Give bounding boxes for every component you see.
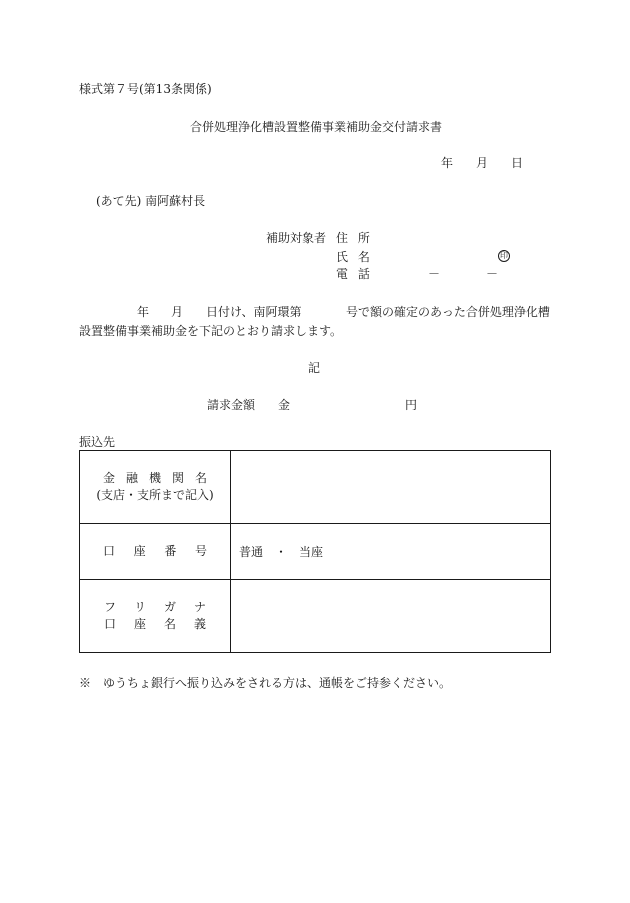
name-label: 氏 名: [336, 250, 370, 264]
label-char: 関: [171, 471, 184, 485]
label-char: 号: [194, 544, 207, 558]
table-row: [80, 580, 551, 653]
label-char: 名: [163, 617, 176, 631]
label-char: 名: [194, 471, 207, 485]
ki-heading: 記: [308, 361, 321, 375]
date-year: 年: [441, 156, 454, 170]
label-char: 口: [103, 544, 116, 558]
label-char: 機: [148, 471, 161, 485]
bank-table: [79, 450, 551, 653]
bank-name-title: [103, 470, 207, 487]
label-char: 融: [125, 471, 138, 485]
label-char: 座: [133, 617, 146, 631]
account-holder-title: [104, 616, 206, 633]
account-number-title: [103, 543, 207, 560]
label-char: ナ: [193, 600, 206, 614]
label-char: フ: [104, 600, 117, 614]
label-char: リ: [133, 600, 146, 614]
account-number-label: [80, 524, 231, 580]
applicant-label: 補助対象者: [266, 231, 327, 245]
body-day-text: 日付け、南阿環第: [206, 305, 302, 319]
phone-label: 電 話: [336, 267, 370, 281]
form-number: 様式第７号(第13条関係): [79, 82, 212, 96]
amount-label: 請求金額: [207, 398, 256, 412]
date-day: 日: [511, 156, 524, 170]
table-row: [80, 524, 551, 580]
label-char: 番: [164, 544, 177, 558]
body-year: 年: [137, 305, 150, 319]
bank-name-field[interactable]: [231, 451, 551, 524]
bank-name-label: [80, 451, 231, 524]
bank-name-sub: (支店・支所まで記入): [96, 488, 214, 502]
account-holder-label: [80, 580, 231, 653]
label-char: 座: [133, 544, 146, 558]
furigana-title: [104, 599, 206, 616]
addressee: (あて先) 南阿蘇村長: [96, 194, 206, 208]
body-rest-line1: 号で額の確定のあった合併処理浄化槽: [346, 305, 550, 319]
date-month: 月: [476, 156, 489, 170]
phone-separator-1: －: [428, 267, 441, 281]
account-holder-field[interactable]: [231, 580, 551, 653]
seal-icon: 印: [500, 251, 508, 260]
body-month: 月: [171, 305, 184, 319]
label-char: 金: [103, 471, 116, 485]
note: ※ ゆうちょ銀行へ振り込みをされる方は、通帳をご持参ください。: [79, 676, 452, 690]
label-char: 口: [104, 617, 117, 631]
label-char: ガ: [163, 600, 176, 614]
page-title: 合併処理浄化槽設置整備事業補助金交付請求書: [190, 120, 443, 134]
body-line2: 設置整備事業補助金を下記のとおり請求します。: [79, 324, 343, 338]
address-label: 住 所: [336, 231, 370, 245]
phone-separator-2: －: [486, 267, 499, 281]
amount-kin: 金: [278, 398, 291, 412]
transfer-label: 振込先: [79, 435, 116, 449]
table-row: [80, 451, 551, 524]
account-type-field[interactable]: 普通 ・ 当座: [231, 524, 551, 580]
amount-yen: 円: [405, 398, 418, 412]
label-char: 義: [193, 617, 206, 631]
